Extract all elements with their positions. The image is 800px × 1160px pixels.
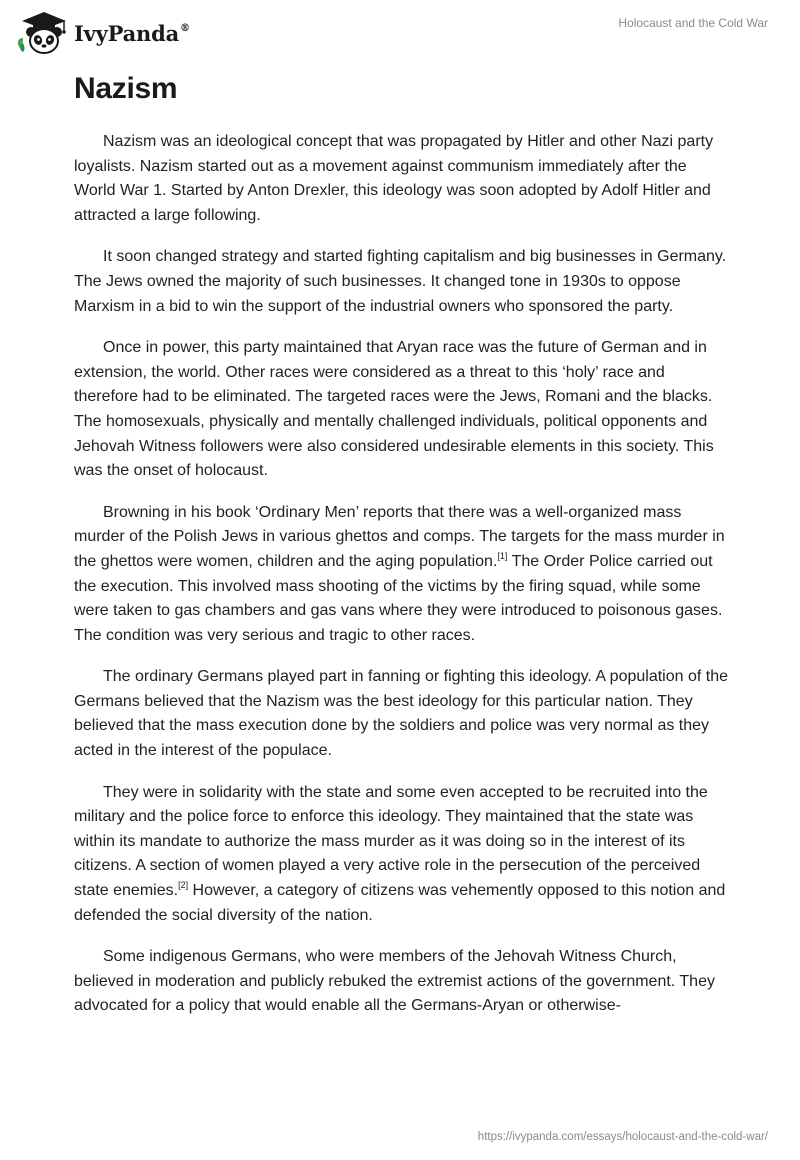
paragraph: The ordinary Germans played part in fanning or fighting this ideology. A population of the Germans believed that the Nazism was the best ideology for this particular nation. They believed that the mass execution done by the soldiers and police was very normal as they acted in the interest of the populace. — [74, 668, 728, 760]
trademark-symbol: ® — [180, 22, 190, 34]
paragraph: Once in power, this party maintained that Aryan race was the future of German and in extension, the world. Other races were considered as a threat to this ‘holy’ race and therefore had to be eliminated. The targeted races were the Jews, Romani and the blacks. The homosexuals, physically and mentally challenged individuals, political opponents and Jehovah Witness followers were also considered undesirable elements in this society. This was the onset of holocaust. — [74, 339, 714, 480]
paragraph: It soon changed strategy and started fighting capitalism and big businesses in Germany. The Jews owned the majority of such businesses. It changed tone in 1930s to oppose Marxism in a bid to win the support of the industrial owners who sponsored the party. — [74, 248, 727, 315]
paragraph-text: However, a category of citizens was vehemently opposed to this notion and defended the social diversity of the nation. — [74, 882, 726, 924]
footnote-ref-2[interactable]: [2] — [178, 880, 189, 891]
document-title: Holocaust and the Cold War — [618, 16, 768, 30]
brand-name-text: IvyPanda — [74, 20, 180, 46]
article-body — [74, 130, 730, 1036]
footnote-ref-1[interactable]: [1] — [497, 550, 508, 561]
panda-graduate-icon — [14, 10, 70, 56]
section-heading: Nazism — [74, 72, 178, 105]
paragraph: Nazism was an ideological concept that was propagated by Hitler and other Nazi party loyalists. Nazism started out as a movement against communism immediately after the World War 1. Started by Anton Drexler, this ideology was soon adopted by Adolf Hitler and attracted a large following. — [74, 133, 714, 224]
brand-name — [74, 21, 190, 46]
page-header — [0, 0, 800, 60]
source-url[interactable]: https://ivypanda.com/essays/holocaust-and-the-cold-war/ — [477, 1131, 768, 1143]
ivypanda-logo[interactable] — [14, 10, 190, 56]
paragraph — [74, 501, 730, 649]
paragraph — [74, 781, 730, 929]
paragraph: Some indigenous Germans, who were members of the Jehovah Witness Church, believed in moderation and publicly rebuked the extremist actions of the government. They advocated for a policy that would enable all the Germans-Aryan or otherwise- — [74, 948, 715, 1015]
paragraph-text: Browning in his book ‘Ordinary Men’ reports that there was a well-organized mass murder of the Polish Jews in various ghettos and comps. The targets for the mass murder in the ghettos were women, children and the aging population. — [74, 503, 725, 570]
paragraph-text: The Order Police carried out the execution. This involved mass shooting of the victims by the firing squad, while some were taken to gas chambers and gas vans where they were introduced to poisonous gases. The condition was very serious and tragic to other races. — [74, 552, 723, 644]
paragraph-text: They were in solidarity with the state and some even accepted to be recruited into the military and the police force to enforce this ideology. They maintained that the state was within its mandate to authorize the mass murder as it was doing so in the interest of its citizens. A section of women played a very active role in the persecution of the perceived state enemies. — [74, 783, 708, 900]
